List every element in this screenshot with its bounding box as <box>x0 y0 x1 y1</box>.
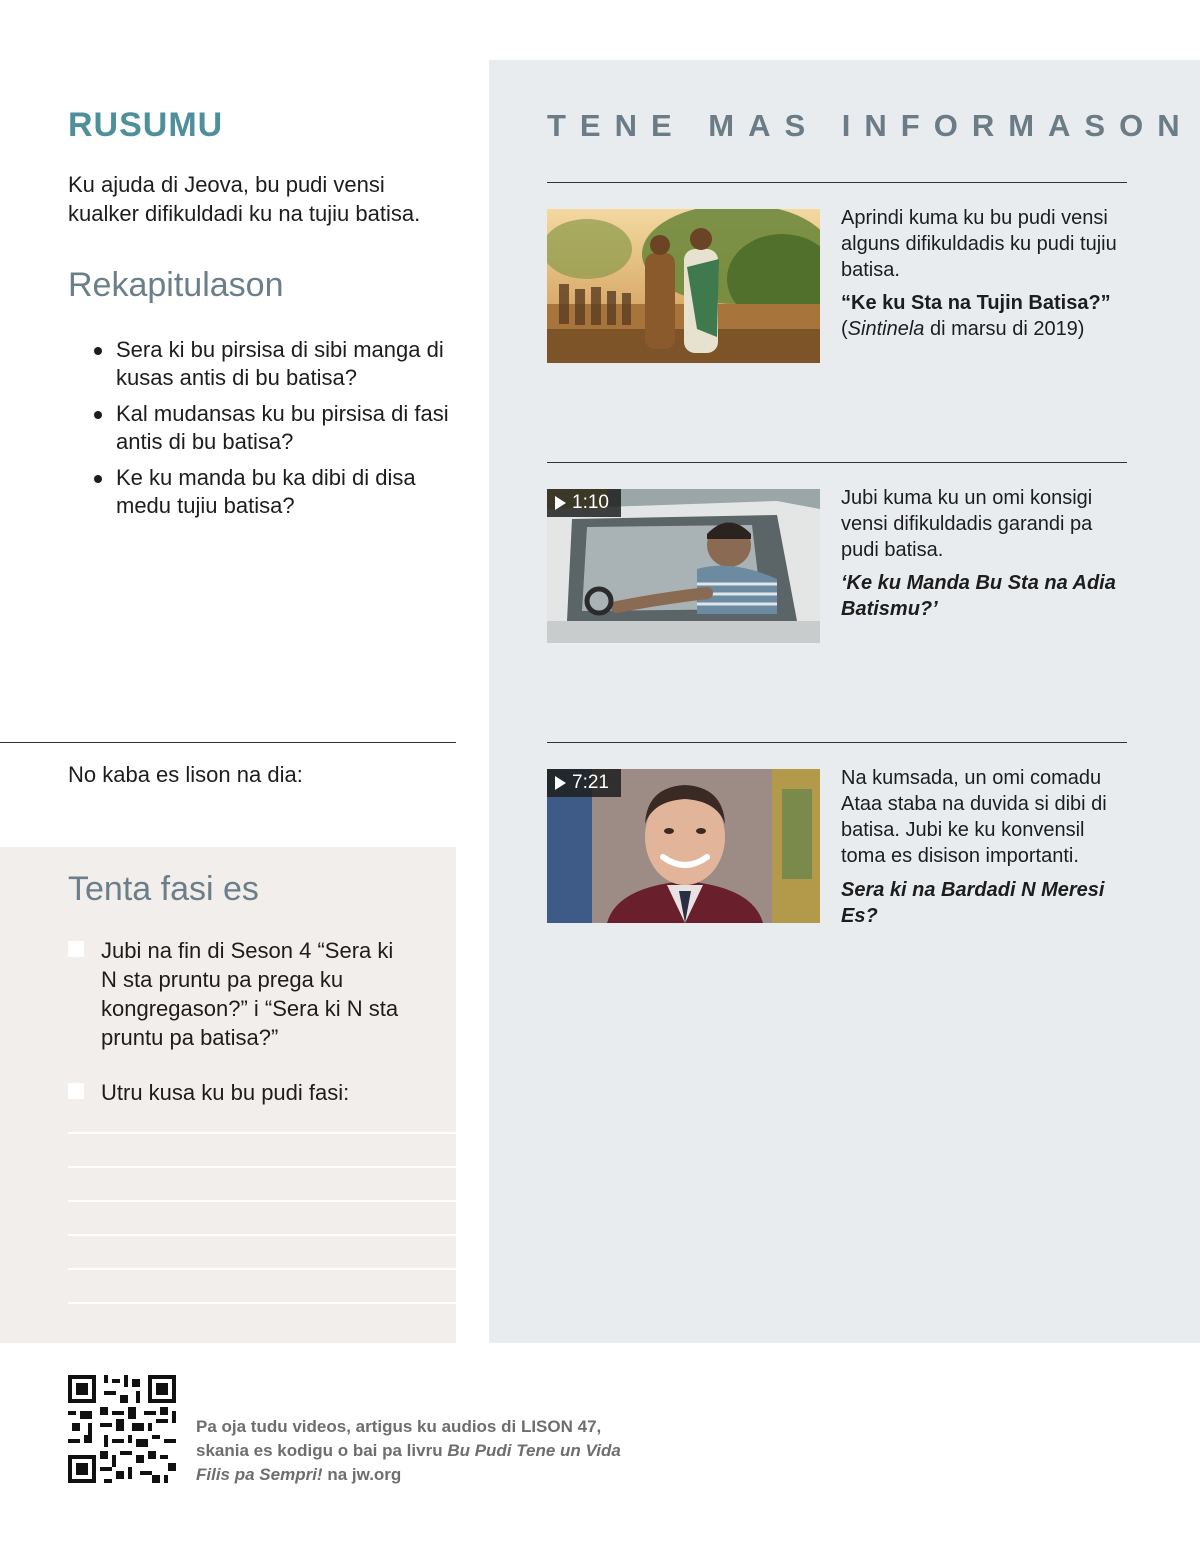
recap-item: Kal mudansas ku bu pirsisa di fasi antis di bu batisa? <box>92 400 452 456</box>
recap-list <box>92 336 452 528</box>
summary-title: RUSUMU <box>68 106 224 144</box>
write-in-line[interactable] <box>68 1302 456 1304</box>
try-item-text: Utru kusa ku bu pudi fasi: <box>101 1080 350 1105</box>
divider <box>547 462 1127 463</box>
painting-image <box>547 209 820 363</box>
footer-text-1: Pa oja tudu videos, artigus ku audios di LISON 47, skania es kodigu o bai pa livru <box>196 1417 602 1460</box>
video-thumbnail[interactable] <box>547 769 820 923</box>
more-info-title: TENE MAS INFORMASON <box>547 108 1194 143</box>
video-link[interactable] <box>841 570 1131 622</box>
footer-note <box>196 1415 656 1487</box>
summary-text: Ku ajuda di Jeova, bu pudi vensi kualker difikuldadi ku na tujiu batisa. <box>68 172 421 226</box>
book-title: Bu Pudi Tene un Vida Filis pa Sempri! <box>196 1441 621 1484</box>
footer-text-2: na jw.org <box>322 1465 402 1484</box>
qr-code-icon[interactable] <box>68 1375 176 1483</box>
video-duration-badge <box>547 769 621 797</box>
card-description: Aprindi kuma ku bu pudi vensi alguns difikuldadis ku pudi tujiu batisa. <box>841 207 1117 281</box>
recap-title: Rekapitulason <box>68 266 284 304</box>
article-title[interactable]: “Ke ku Sta na Tujin Batisa?” <box>841 292 1111 314</box>
completed-date-label: No kaba es lison na dia: <box>68 762 303 787</box>
write-in-line[interactable] <box>68 1132 456 1134</box>
qr-code-graphic <box>68 1375 176 1483</box>
try-title: Tenta fasi es <box>68 870 259 908</box>
play-icon <box>555 776 566 790</box>
article-thumbnail[interactable] <box>547 209 820 363</box>
write-in-line[interactable] <box>68 1166 456 1168</box>
video-title[interactable]: ‘Ke ku Manda Bu Sta na Adia Batismu?’ <box>841 572 1116 620</box>
source-date: di marsu di 2019) <box>924 318 1085 340</box>
try-item[interactable] <box>68 936 408 1052</box>
write-in-line[interactable] <box>68 1268 456 1270</box>
divider <box>0 742 456 743</box>
recap-item: Ke ku manda bu ka dibi di disa medu tujiu batisa? <box>92 464 452 520</box>
try-item-text: Jubi na fin di Seson 4 “Sera ki N sta pruntu pa prega ku kongregason?” i “Sera ki N sta pruntu pa batisa?” <box>101 938 399 1050</box>
try-item[interactable] <box>68 1078 408 1107</box>
divider <box>547 742 1127 743</box>
video-duration: 7:21 <box>572 772 609 793</box>
video-duration: 1:10 <box>572 492 609 513</box>
source-publication: Sintinela <box>847 318 925 340</box>
divider <box>547 182 1127 183</box>
recap-item: Sera ki bu pirsisa di sibi manga di kusas antis di bu batisa? <box>92 336 452 392</box>
source-open-paren: ( <box>841 318 848 340</box>
video-duration-badge <box>547 489 621 517</box>
checkbox[interactable] <box>68 1083 84 1099</box>
video-thumbnail[interactable] <box>547 489 820 643</box>
write-in-line[interactable] <box>68 1200 456 1202</box>
play-icon <box>555 496 566 510</box>
card-description: Na kumsada, un omi comadu Ataa staba na duvida si dibi di batisa. Jubi ke ku konvensil toma es disison importanti. <box>841 767 1107 867</box>
article-link[interactable] <box>841 290 1131 342</box>
checkbox[interactable] <box>68 941 84 957</box>
write-in-line[interactable] <box>68 1234 456 1236</box>
video-title[interactable]: Sera ki na Bardadi N Meresi Es? <box>841 879 1105 927</box>
card-description: Jubi kuma ku un omi konsigi vensi difikuldadis garandi pa pudi batisa. <box>841 487 1093 561</box>
video-link[interactable] <box>841 877 1131 929</box>
